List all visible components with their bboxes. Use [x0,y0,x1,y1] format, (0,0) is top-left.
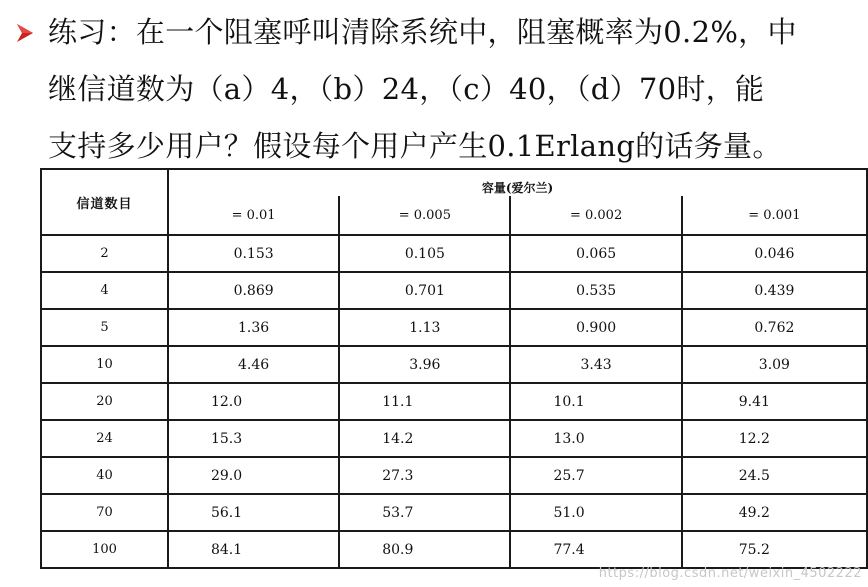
capacity-cell: 1.36 [168,309,339,346]
capacity-cell: 0.900 [510,309,681,346]
question-line-2: 继信道数为（a）4，（b）24，（c）40，（d）70时，能 [48,72,765,106]
channel-count-cell: 5 [41,309,168,346]
capacity-cell: 80.9 [339,531,510,568]
channel-count-cell: 40 [41,457,168,494]
capacity-cell: 3.96 [339,346,510,383]
capacity-cell: 0.762 [682,309,867,346]
capacity-cell: 0.153 [168,235,339,272]
capacity-cell: 0.869 [168,272,339,309]
capacity-cell: 51.0 [510,494,681,531]
capacity-cell: 0.439 [682,272,867,309]
table-row [41,457,867,494]
question-line-3: 支持多少用户？假设每个用户产生0.1Erlang的话务量。 [48,129,782,163]
capacity-cell: 53.7 [339,494,510,531]
channel-count-cell: 70 [41,494,168,531]
capacity-cell: 0.046 [682,235,867,272]
capacity-cell: 15.3 [168,420,339,457]
watermark: https://blog.csdn.net/weixin_4502222 [598,566,862,581]
question-line-1 [14,8,854,65]
capacity-cell: 77.4 [510,531,681,568]
capacity-cell: 0.105 [339,235,510,272]
table-row [41,272,867,309]
question-line-1-text: 练习：在一个阻塞呼叫清除系统中，阻塞概率为0.2%，中 [48,15,797,49]
table-row [41,309,867,346]
capacity-cell: 14.2 [339,420,510,457]
capacity-cell: 9.41 [682,383,867,420]
question-text [14,8,854,179]
table-row [41,494,867,531]
capacity-cell: 0.701 [339,272,510,309]
table-row [41,346,867,383]
arrow-bullet-icon [14,8,48,44]
channel-count-cell: 24 [41,420,168,457]
channel-count-cell: 10 [41,346,168,383]
capacity-cell: 10.1 [510,383,681,420]
channel-count-header: 信道数目 [41,169,168,235]
capacity-cell: 49.2 [682,494,867,531]
capacity-cell: 24.5 [682,457,867,494]
blocking-column-header: = 0.005 [339,196,510,235]
blocking-column-header: = 0.002 [510,196,681,235]
blocking-column-header: = 0.001 [682,196,867,235]
table-row [41,235,867,272]
capacity-cell: 56.1 [168,494,339,531]
erlang-b-table [40,168,868,569]
capacity-cell: 3.09 [682,346,867,383]
capacity-cell: 13.0 [510,420,681,457]
table-row [41,383,867,420]
table-row [41,531,867,568]
capacity-cell: 4.46 [168,346,339,383]
channel-count-cell: 100 [41,531,168,568]
capacity-cell: 0.065 [510,235,681,272]
table-header-row [41,169,867,196]
capacity-header: 容量(爱尔兰) [168,169,867,196]
blocking-column-header: = 0.01 [168,196,339,235]
channel-count-cell: 2 [41,235,168,272]
capacity-cell: 1.13 [339,309,510,346]
capacity-cell: 0.535 [510,272,681,309]
capacity-cell: 27.3 [339,457,510,494]
capacity-cell: 3.43 [510,346,681,383]
channel-count-cell: 4 [41,272,168,309]
capacity-cell: 25.7 [510,457,681,494]
capacity-cell: 12.0 [168,383,339,420]
capacity-cell: 75.2 [682,531,867,568]
channel-count-cell: 20 [41,383,168,420]
erlang-table-container [40,168,868,569]
capacity-cell: 84.1 [168,531,339,568]
capacity-cell: 12.2 [682,420,867,457]
capacity-cell: 11.1 [339,383,510,420]
table-row [41,420,867,457]
capacity-cell: 29.0 [168,457,339,494]
